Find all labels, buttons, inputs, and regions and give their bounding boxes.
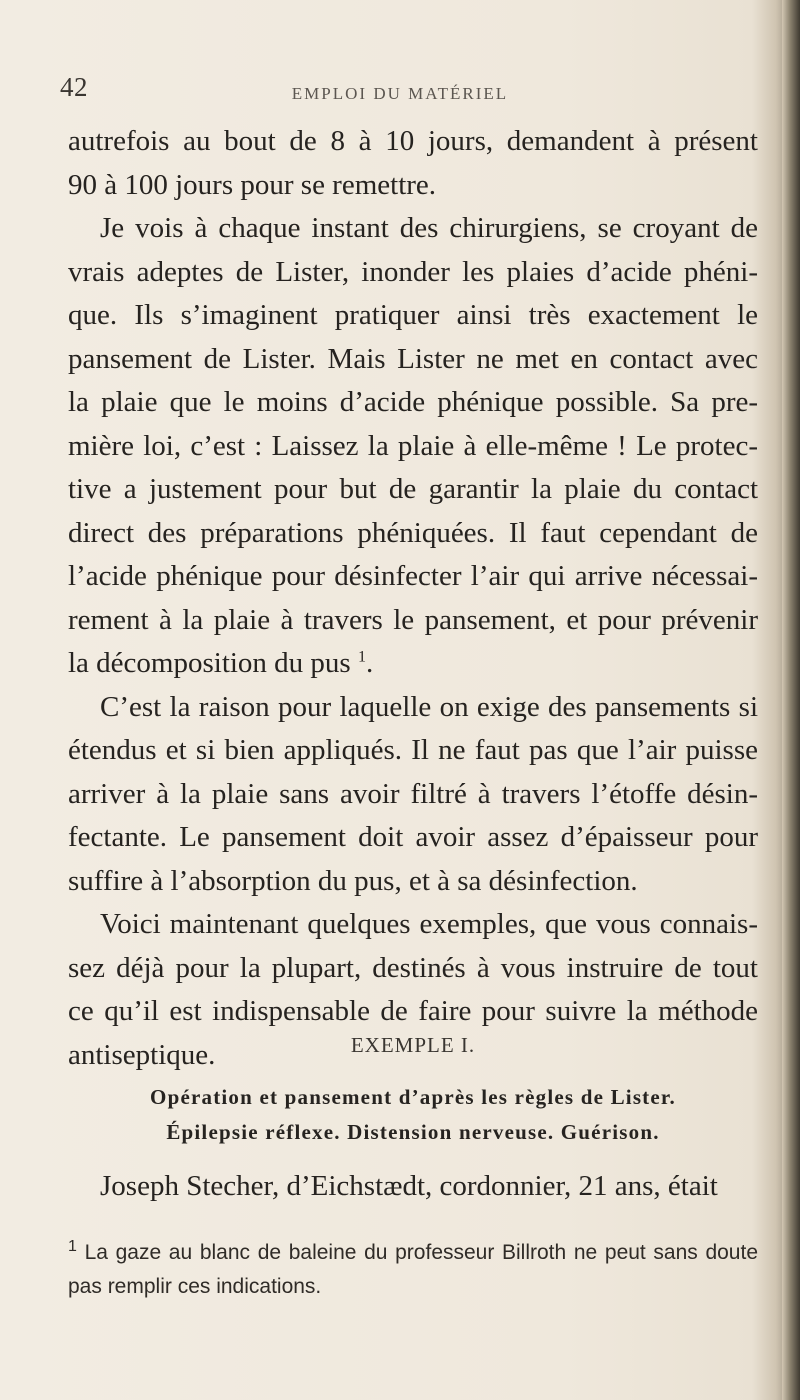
text-line: C’est la raison pour laquelle on exige des pansements si: [100, 690, 758, 723]
text-line: mière loi, c’est : Laissez la plaie à elle-même ! Le protec-: [68, 429, 758, 462]
footnote-line: [68, 1236, 758, 1270]
running-header: [60, 72, 740, 106]
text-line: que. Ils s’imaginent pratiquer ainsi très exactement le: [68, 299, 758, 331]
text-line: pansement de Lister. Mais Lister ne met en contact avec: [68, 342, 758, 375]
footnote-marker: 1: [68, 1238, 77, 1255]
text-line: [68, 642, 758, 686]
footnote-line: pas remplir ces indications.: [68, 1275, 322, 1298]
example-first-line: Joseph Stecher, d’Eichstædt, cordonnier, 21 ans, était: [100, 1170, 718, 1202]
text-line: la plaie que le moins d’acide phénique possible. Sa pre-: [68, 386, 758, 418]
body-text: [68, 120, 758, 1077]
text-line: sez déjà pour la plupart, destinés à vous instruire de tout: [68, 951, 758, 984]
text-line: ce qu’il est indispensable de faire pour suivre la méthode: [68, 995, 758, 1027]
text-line-content: la décomposition du pus: [68, 647, 351, 679]
text-line: autrefois au bout de 8 à 10 jours, demandent à présent: [68, 125, 758, 157]
text-line: fectante. Le pansement doit avoir assez d’épaisseur pour: [68, 821, 758, 853]
example-heading: EXEMPLE I.: [350, 1033, 476, 1057]
text-line: arriver à la plaie sans avoir filtré à travers l’étoffe désin-: [68, 777, 758, 810]
footnote-reference[interactable]: 1: [357, 648, 366, 666]
footnote-text: La gaze au blanc de baleine du professeur Billroth ne peut sans doute: [76, 1241, 758, 1264]
book-spine-shadow: [782, 0, 800, 1400]
sentence-period: .: [365, 647, 374, 679]
running-title: EMPLOI DU MATÉRIEL: [291, 84, 509, 103]
text-line: rement à la plaie à travers le pansement, et pour prévenir: [68, 603, 758, 636]
text-line: vrais adeptes de Lister, inonder les plaies d’acide phéni-: [68, 255, 758, 288]
text-line: Je vois à chaque instant des chirurgiens, se croyant de: [100, 212, 758, 244]
text-line: Voici maintenant quelques exemples, que vous connais-: [100, 908, 758, 940]
example-subtitle: Épilepsie réflexe. Distension nerveuse. Guérison.: [166, 1120, 660, 1144]
text-line: étendus et si bien appliqués. Il ne faut pas que l’air puisse: [68, 734, 758, 766]
text-line: direct des préparations phéniquées. Il faut cependant de: [68, 516, 758, 549]
text-line: tive a justement pour but de garantir la plaie du contact: [68, 473, 758, 505]
text-line: 90 à 100 jours pour se remettre.: [68, 168, 437, 201]
text-line: l’acide phénique pour désinfecter l’air qui arrive nécessai-: [68, 560, 758, 592]
example-subtitle: Opération et pansement d’après les règles de Lister.: [150, 1085, 676, 1109]
page-number: 42: [60, 72, 88, 102]
footnote: [68, 1236, 758, 1304]
text-line: antiseptique.: [68, 1038, 216, 1071]
text-line: suffire à l’absorption du pus, et à sa désinfection.: [68, 864, 638, 897]
